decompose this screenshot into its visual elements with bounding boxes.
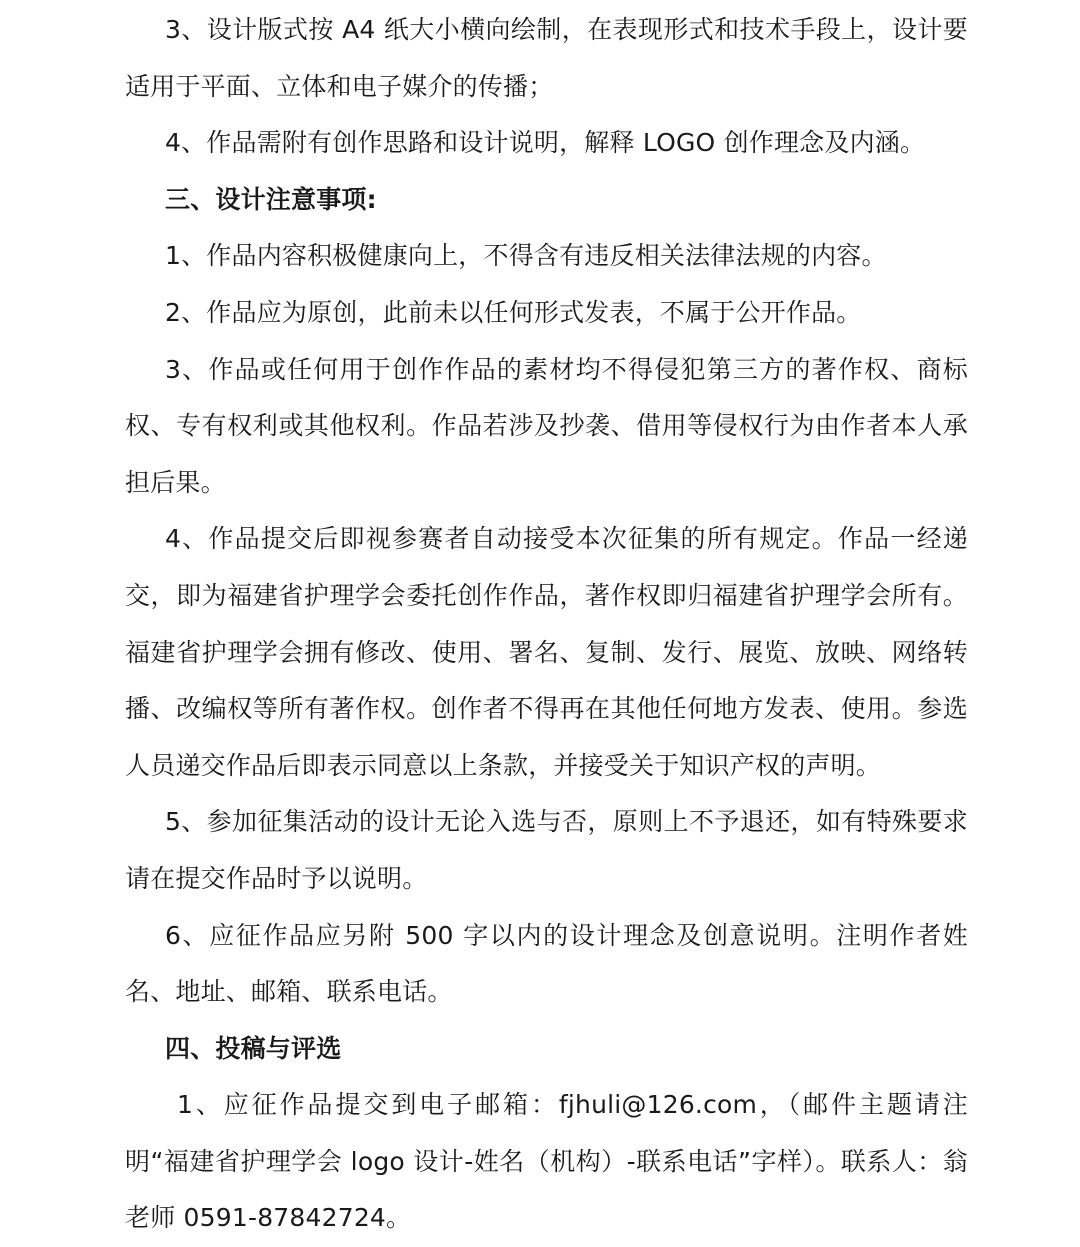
notes-item-2: 2、作品应为原创，此前未以任何形式发表，不属于公开作品。: [165, 297, 862, 327]
notes-item-5: 5、参加征集活动的设计无论入选与否，原则上不予退还，如有特殊要求请在提交作品时予以说明。: [125, 807, 968, 893]
requirement-item-4: 4、作品需附有创作思路和设计说明，解释 LOGO 创作理念及内涵。: [165, 128, 926, 158]
section-heading-notes: 三、设计注意事项:: [165, 184, 377, 214]
requirement-item-3: 3、设计版式按 A4 纸大小横向绘制，在表现形式和技术手段上，设计要适用于平面、立体和电子媒介的传播；: [125, 15, 968, 101]
notes-item-1: 1、作品内容积极健康向上，不得含有违反相关法律法规的内容。: [165, 241, 887, 271]
notes-item-6: 6、应征作品应另附 500 字以内的设计理念及创意说明。注明作者姓名、地址、邮箱、联系电话。: [125, 920, 968, 1007]
notes-item-4: 4、作品提交后即视参赛者自动接受本次征集的所有规定。作品一经递交，即为福建省护理学会委托创作作品，著作权即归福建省护理学会所有。福建省护理学会拥有修改、使用、署名、复制、发行、展览、放映、网络转播、改编权等所有著作权。创作者不得再在其他任何地方发表、使用。参选人员递交作品后即表示同意以上条款，并接受关于知识产权的声明。: [125, 524, 968, 780]
submission-item-1: 1、应征作品提交到电子邮箱：fjhuli@126.com，（邮件主题请注明“福建省护理学会 logo 设计-姓名（机构）-联系电话”字样）。联系人：翁老师 0591-87842724。: [125, 1090, 968, 1233]
notes-item-3: 3、作品或任何用于创作作品的素材均不得侵犯第三方的著作权、商标权、专有权利或其他权利。作品若涉及抄袭、借用等侵权行为由作者本人承担后果。: [125, 354, 968, 497]
section-heading-submission: 四、投稿与评选: [165, 1033, 342, 1063]
document-page: [125, 2, 968, 1247]
